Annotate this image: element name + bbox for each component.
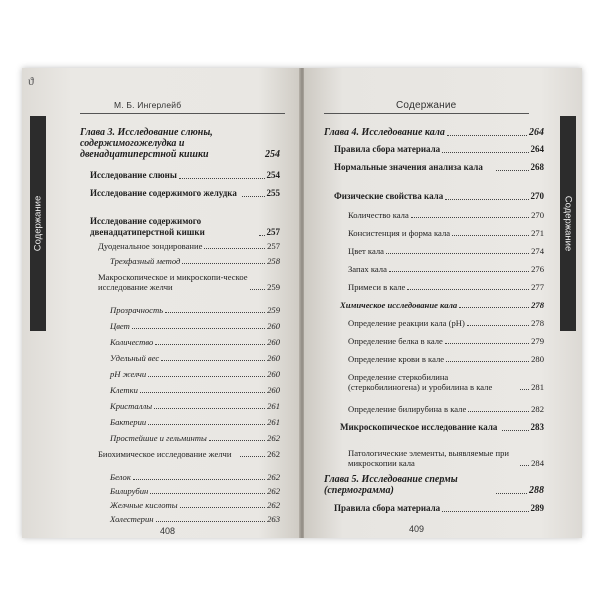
entry-page: 280 — [531, 354, 544, 364]
running-head: М. Б. Ингерлейб — [114, 100, 182, 110]
entry-title: Количество — [110, 337, 154, 347]
toc-entry — [334, 503, 544, 514]
entry-page: 274 — [531, 246, 544, 256]
toc-entry — [98, 449, 280, 459]
header-rule — [324, 113, 529, 114]
toc-entry — [110, 486, 280, 496]
entry-page: 262 — [267, 472, 280, 482]
entry-page: 257 — [267, 241, 280, 251]
toc-entry — [348, 210, 544, 220]
entry-page: 278 — [531, 318, 544, 328]
entry-title: Глава 5. Исследование спермы (спермограмма) — [324, 474, 458, 496]
entry-page: 264 — [530, 144, 544, 154]
entry-page: 270 — [530, 191, 544, 201]
entry-page: 262 — [267, 500, 280, 510]
entry-title: Химическое исследование кала — [340, 300, 458, 310]
toc-entry — [110, 321, 280, 331]
entry-title: Цвет кала — [348, 246, 384, 256]
entry-title: Исследование содержимого желудка — [90, 188, 237, 198]
toc-entry — [110, 472, 280, 482]
side-tab — [30, 116, 46, 331]
toc-entry — [334, 162, 544, 173]
entry-page: 268 — [530, 162, 544, 172]
entry-page: 260 — [267, 353, 280, 363]
entry-page: 261 — [267, 417, 280, 427]
entry-title: Патологические элементы, выявляемые при микроскопии кала — [348, 448, 510, 468]
toc-entry — [90, 216, 280, 238]
toc-entry — [110, 514, 280, 524]
entry-title: Глава 3. Исследование слюны, содержимогожелудка и двенадцатиперстной кишки — [80, 127, 213, 160]
toc-entry — [348, 372, 544, 392]
entry-title: Примеси в кале — [348, 282, 406, 292]
entry-page: 279 — [531, 336, 544, 346]
entry-page: 260 — [267, 385, 280, 395]
entry-title: Правила сбора материала — [334, 503, 441, 513]
toc-entry — [110, 385, 280, 395]
side-tab-label: Содержание — [562, 195, 574, 252]
toc-entry — [110, 256, 280, 266]
entry-page: 262 — [267, 433, 280, 443]
entry-page: 257 — [266, 227, 280, 237]
left-page — [22, 68, 300, 538]
entry-page: 259 — [267, 282, 280, 292]
page-number: 408 — [160, 526, 176, 536]
running-head: Содержание — [396, 100, 457, 111]
open-book — [22, 68, 582, 538]
entry-title: Консистенция и форма кала — [348, 228, 451, 238]
toc-entry-chapter-5 — [324, 474, 544, 496]
entry-page: 271 — [531, 228, 544, 238]
toc-entry — [340, 422, 544, 433]
entry-title: Определение белка в кале — [348, 336, 443, 346]
entry-page: 258 — [267, 256, 280, 266]
toc-entry — [348, 354, 544, 364]
entry-page: 288 — [529, 485, 544, 496]
entry-page: 255 — [266, 188, 280, 198]
entry-title: Макроскопическое и микроскопи-ческое исследование желчи — [98, 272, 248, 292]
entry-title: Клетки — [110, 385, 138, 395]
entry-page: 254 — [265, 149, 280, 160]
toc-entry — [348, 228, 544, 238]
entry-title: Определение реакции кала (pH) — [348, 318, 465, 328]
entry-title: pH желчи — [110, 369, 147, 379]
entry-title: Кристаллы — [110, 401, 153, 411]
toc-entry — [110, 369, 280, 379]
entry-page: 270 — [531, 210, 544, 220]
toc-entry — [90, 170, 280, 181]
entry-page: 260 — [267, 369, 280, 379]
entry-title: Определение крови в кале — [348, 354, 445, 364]
entry-page: 277 — [531, 282, 544, 292]
entry-page: 259 — [267, 305, 280, 315]
entry-title: Определение стеркобилина (стеркобилиногена) и уробилина в кале — [348, 372, 493, 392]
entry-title: Белок — [110, 472, 131, 482]
entry-page: 282 — [531, 404, 544, 414]
entry-title: Биохимическое исследование желчи — [98, 449, 232, 459]
entry-page: 262 — [267, 449, 280, 459]
entry-title: Глава 4. Исследование кала — [324, 127, 445, 138]
entry-title: Физические свойства кала — [334, 191, 444, 201]
entry-page: 262 — [267, 486, 280, 496]
entry-title: Простейшие и гельминты — [110, 433, 207, 443]
toc-entry — [110, 337, 280, 347]
toc-entry — [110, 500, 280, 510]
toc-entry — [110, 353, 280, 363]
page-number: 409 — [409, 524, 425, 534]
right-page — [304, 68, 582, 538]
entry-title: Холестерин — [110, 514, 154, 524]
toc-entry — [110, 433, 280, 443]
toc-entry — [340, 300, 544, 310]
entry-title: Определение билирубина в кале — [348, 404, 467, 414]
entry-page: 289 — [530, 503, 544, 513]
entry-title: Желчные кислоты — [110, 500, 178, 510]
entry-page: 263 — [267, 514, 280, 524]
entry-page: 260 — [267, 321, 280, 331]
toc-entry — [110, 417, 280, 427]
entry-title: Билирубин — [110, 486, 149, 496]
entry-title: Удельный вес — [110, 353, 160, 363]
entry-title: Правила сбора материала — [334, 144, 441, 154]
toc-entry — [348, 448, 544, 468]
toc-entry — [348, 282, 544, 292]
toc-entry — [334, 144, 544, 155]
entry-title: Исследование слюны — [90, 170, 177, 180]
entry-title: Трехфазный метод — [110, 256, 181, 266]
entry-title: Цвет — [110, 321, 130, 331]
toc-entry — [110, 401, 280, 411]
toc-entry — [110, 305, 280, 315]
entry-page: 276 — [531, 264, 544, 274]
toc-entry — [98, 241, 280, 251]
toc-entry — [348, 404, 544, 414]
toc-entry — [348, 264, 544, 274]
side-tab-label: Содержание — [32, 195, 44, 252]
toc-entry-chapter-4 — [324, 127, 544, 138]
toc-entry — [348, 246, 544, 256]
stamp-mark: ϑ — [28, 74, 34, 88]
entry-page: 283 — [530, 422, 544, 432]
entry-title: Прозрачность — [110, 305, 164, 315]
entry-page: 281 — [531, 382, 544, 392]
entry-title: Запах кала — [348, 264, 387, 274]
entry-title: Дуоденальное зондирование — [98, 241, 203, 251]
side-tab — [560, 116, 576, 331]
toc-entry-chapter-3 — [80, 127, 280, 160]
entry-title: Бактерии — [110, 417, 147, 427]
toc-entry — [334, 191, 544, 202]
entry-title: Исследование содержимого двенадцатиперстной кишки — [90, 216, 205, 237]
entry-page: 254 — [266, 170, 280, 180]
entry-page: 284 — [531, 458, 544, 468]
entry-title: Микроскопическое исследование кала — [340, 422, 498, 432]
entry-page: 278 — [531, 300, 544, 310]
toc-entry — [348, 336, 544, 346]
entry-title: Нормальные значения анализа кала — [334, 162, 483, 172]
entry-page: 260 — [267, 337, 280, 347]
header-rule — [80, 113, 285, 114]
entry-title: Количество кала — [348, 210, 409, 220]
toc-entry — [90, 188, 280, 199]
entry-page: 264 — [529, 127, 544, 138]
toc-entry — [98, 272, 280, 292]
entry-page: 261 — [267, 401, 280, 411]
toc-entry — [348, 318, 544, 328]
